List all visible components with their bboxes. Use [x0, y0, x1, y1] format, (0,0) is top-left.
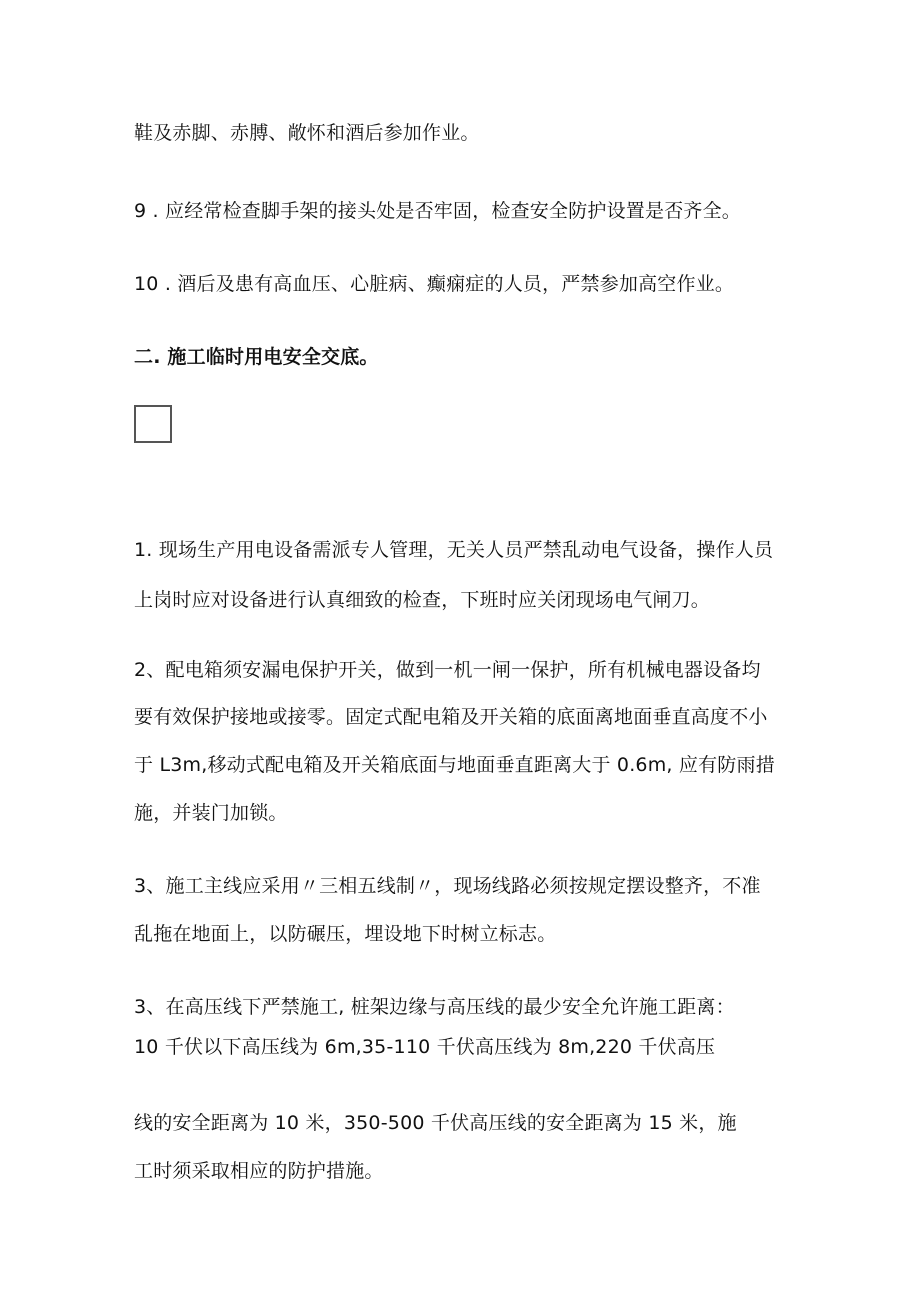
- text-line-1: 鞋及赤脚、赤膊、敞怀和酒后参加作业。: [134, 122, 480, 144]
- image-placeholder-box: [134, 405, 172, 443]
- text-line-item-10: 10 . 酒后及患有高血压、心脏病、癫痫症的人员，严禁参加高空作业。: [134, 273, 735, 295]
- text-line-item-3d: 10 千伏以下高压线为 6m,35-110 千伏高压线为 8m,220 千伏高压: [134, 1036, 716, 1058]
- text-line-item-3c: 3、在高压线下严禁施工, 桩架边缘与高压线的最少安全允许施工距离：: [134, 996, 735, 1018]
- text-line-item-3b: 乱拖在地面上，以防碾压，埋设地下时树立标志。: [134, 923, 557, 945]
- text-line-item-1a: 1. 现场生产用电设备需派专人管理，无关人员严禁乱动电气设备，操作人员: [134, 539, 774, 561]
- text-line-item-3a: 3、施工主线应采用〃三相五线制〃，现场线路必须按规定摆设整齐，不准: [134, 875, 761, 897]
- text-line-item-3f: 工时须采取相应的防护措施。: [134, 1160, 384, 1182]
- text-line-item-2d: 施，并装门加锁。: [134, 802, 288, 824]
- section-heading: 二. 施工临时用电安全交底。: [134, 346, 379, 368]
- text-line-item-2c: 于 L3m,移动式配电箱及开关箱底面与地面垂直距离大于 0.6m, 应有防雨措: [134, 754, 775, 776]
- text-line-item-9: 9 . 应经常检查脚手架的接头处是否牢固，检查安全防护设置是否齐全。: [134, 200, 742, 222]
- text-line-item-2b: 要有效保护接地或接零。固定式配电箱及开关箱的底面离地面垂直高度不小: [134, 706, 768, 728]
- text-line-item-2a: 2、配电箱须安漏电保护开关，做到一机一闸一保护，所有机械电器设备均: [134, 659, 761, 681]
- text-line-item-3e: 线的安全距离为 10 米，350-500 千伏高压线的安全距离为 15 米，施: [134, 1112, 737, 1134]
- text-line-item-1b: 上岗时应对设备进行认真细致的检查，下班时应关闭现场电气闸刀。: [134, 589, 711, 611]
